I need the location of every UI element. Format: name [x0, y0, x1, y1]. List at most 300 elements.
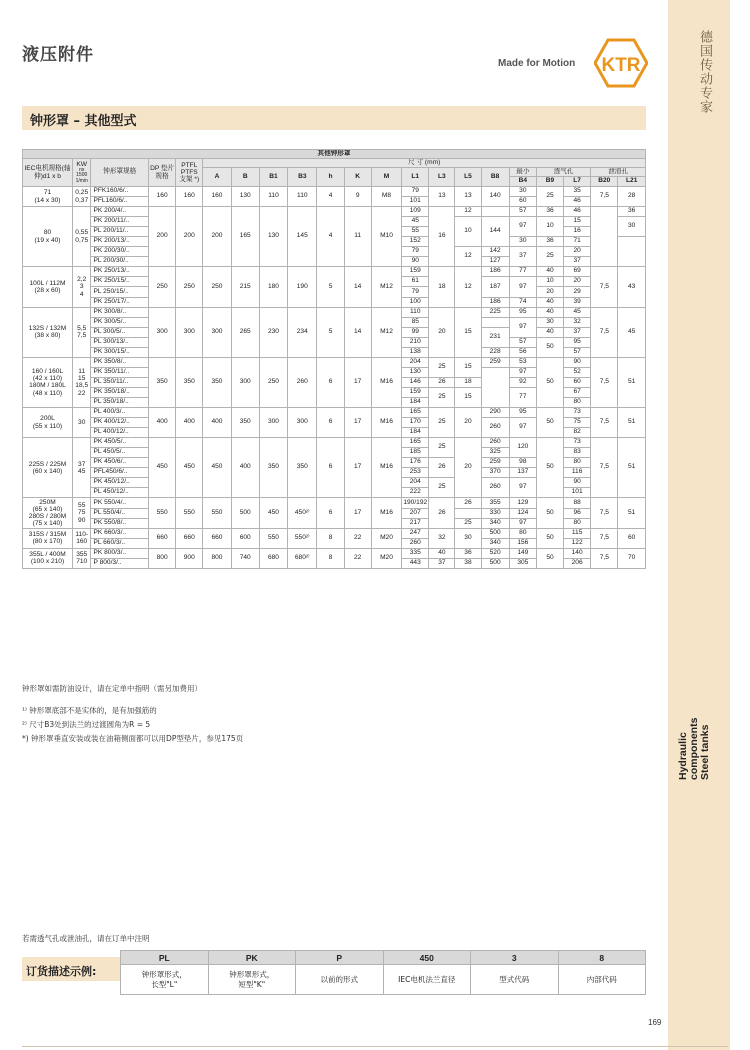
cell-kw: 0,25 0,37 — [72, 187, 90, 207]
cell-L7: 90 — [564, 478, 591, 488]
cell-ptfl: 900 — [176, 548, 203, 568]
cell-L5: 20 — [455, 408, 481, 438]
cell-L3: 20 — [429, 307, 455, 357]
cell-B8: 370 — [481, 468, 509, 478]
cell-model: PK 200/30/.. — [91, 247, 149, 257]
tagline: Made for Motion — [498, 58, 576, 69]
cell-B4: 97 — [509, 418, 536, 438]
cell-L7: 60 — [564, 377, 591, 387]
section-title: 钟形罩 – 其他型式 — [30, 114, 137, 129]
cell-L7: 69 — [564, 267, 591, 277]
cell-B1: 350 — [259, 438, 287, 498]
cell-kw: 30 — [72, 408, 90, 438]
cell-L1: 85 — [402, 317, 429, 327]
cell-B4: 97 — [509, 277, 536, 297]
cell-L1: 170 — [402, 418, 429, 428]
cell-B4: 30 — [509, 237, 536, 247]
col-L3: L3 — [429, 168, 455, 187]
note-dp-spacer: *) 钟形罩垂直安装或装在油箱侧面都可以用DP型垫片，参见175页 — [22, 734, 244, 743]
cell-model: PK 200/11/.. — [91, 217, 149, 227]
cell-K: 17 — [344, 408, 371, 438]
col-L1: L1 — [402, 168, 429, 187]
order-note: 若需透气孔或泄油孔，请在订单中注明 — [22, 934, 150, 943]
cell-B9: 50 — [536, 528, 563, 548]
cell-A: 450 — [203, 438, 231, 498]
cell-ptfl: 300 — [176, 307, 203, 357]
side-slogan: 德国传动专家 — [697, 30, 712, 114]
order-code: PL — [121, 951, 209, 965]
cell-model: PL 660/3/.. — [91, 538, 149, 548]
ktr-logo-icon — [594, 38, 648, 88]
cell-kw: 5,5 7,5 — [72, 307, 90, 357]
cell-B8: 187 — [481, 277, 509, 297]
cell-A: 160 — [203, 187, 231, 207]
side-category-line: Hydraulic — [677, 732, 689, 780]
cell-B9: 10 — [536, 217, 563, 237]
cell-model: PK 450/5/.. — [91, 438, 149, 448]
cell-model: PL 300/13/.. — [91, 337, 149, 347]
spec-row — [23, 438, 646, 448]
cell-iec: 100L / 112M (28 x 60) — [23, 267, 73, 307]
cell-B1: 680 — [259, 548, 287, 568]
bottom-rule — [22, 1046, 728, 1047]
col-B1: B1 — [259, 168, 287, 187]
cell-B3: 110 — [288, 187, 317, 207]
cell-L1: 165 — [402, 438, 429, 448]
cell-L7: 46 — [564, 197, 591, 207]
cell-L1: 90 — [402, 257, 429, 267]
cell-L1: 204 — [402, 357, 429, 367]
col-L7: L7 — [564, 177, 591, 187]
cell-B4: 97 — [509, 478, 536, 498]
cell-B1: 110 — [259, 187, 287, 207]
cell-L7: 95 — [564, 337, 591, 347]
cell-B9: 36 — [536, 207, 563, 217]
order-code: 8 — [558, 951, 646, 965]
spec-row — [23, 307, 646, 317]
cell-L5: 20 — [455, 438, 481, 498]
cell-B4: 37 — [509, 247, 536, 267]
cell-model: PL 550/4/.. — [91, 508, 149, 518]
cell-dp: 400 — [149, 408, 176, 438]
cell-model: PL 400/12/.. — [91, 428, 149, 438]
cell-iec: 132S / 132M (38 x 80) — [23, 307, 73, 357]
cell-B8 — [481, 367, 509, 407]
cell-L5: 30 — [455, 528, 481, 548]
col-L5: L5 — [455, 168, 481, 187]
cell-model: PK 350/11/.. — [91, 367, 149, 377]
cell-K: 17 — [344, 438, 371, 498]
cell-B8: 325 — [481, 448, 509, 458]
cell-ptfl: 550 — [176, 498, 203, 528]
cell-B9: 30 — [536, 317, 563, 327]
col-dp: DP 垫片规格 — [149, 159, 176, 187]
cell-M: M10 — [371, 207, 401, 267]
spec-row — [23, 498, 646, 508]
cell-A: 550 — [203, 498, 231, 528]
cell-L5: 38 — [455, 558, 481, 568]
col-vent: 透气孔 — [536, 168, 590, 177]
col-kw-note: ns 1500 1/min — [75, 166, 88, 184]
side-category — [678, 690, 722, 780]
cell-L1: 159 — [402, 387, 429, 397]
col-B4-min: 最小 — [509, 168, 536, 177]
cell-B1: 300 — [259, 408, 287, 438]
cell-B1: 250 — [259, 357, 287, 407]
cell-L5: 13 — [455, 187, 481, 207]
cell-B20: 7,5 — [591, 548, 618, 568]
cell-L1: 176 — [402, 458, 429, 468]
cell-L7: 80 — [564, 458, 591, 468]
cell-L7: 96 — [564, 508, 591, 518]
cell-M: M12 — [371, 267, 401, 307]
cell-L7: 90 — [564, 357, 591, 367]
size-unit: (mm) — [424, 158, 441, 166]
cell-iec: 225S / 225M (60 x 140) — [23, 438, 73, 498]
cell-h: 6 — [317, 357, 344, 407]
cell-model: PL 200/11/.. — [91, 227, 149, 237]
col-B8: B8 — [481, 168, 509, 187]
cell-L1: 185 — [402, 448, 429, 458]
cell-B8 — [481, 207, 509, 217]
cell-L21: 30 — [618, 217, 646, 237]
cell-h: 6 — [317, 438, 344, 498]
cell-B4: 56 — [509, 347, 536, 357]
cell-B4: 57 — [509, 207, 536, 217]
cell-B3: 234 — [288, 307, 317, 357]
cell-model: PL 350/11/.. — [91, 377, 149, 387]
order-code: 450 — [383, 951, 471, 965]
cell-model: PK 250/13/.. — [91, 267, 149, 277]
cell-B4: 95 — [509, 408, 536, 418]
cell-iec: 200L (55 x 110) — [23, 408, 73, 438]
cell-L3: 32 — [429, 528, 455, 548]
cell-B4: 124 — [509, 508, 536, 518]
cell-L3: 13 — [429, 187, 455, 207]
cell-kw: 37 45 — [72, 438, 90, 498]
cell-B: 400 — [231, 438, 259, 498]
cell-L7: 57 — [564, 347, 591, 357]
cell-B: 500 — [231, 498, 259, 528]
note-oil-proof: 钟形罩如需防油设计，请在定单中指明（需另加费用） — [22, 684, 202, 693]
cell-L21 — [618, 237, 646, 267]
cell-L7: 88 — [564, 498, 591, 508]
cell-L1: 204 — [402, 478, 429, 488]
cell-model: PK 300/15/.. — [91, 347, 149, 357]
order-desc: 钟形罩形式， 长型"L" — [121, 965, 209, 995]
cell-K: 17 — [344, 498, 371, 528]
cell-B20: 7,5 — [591, 357, 618, 407]
cell-L3: 25 — [429, 357, 455, 377]
cell-L1: 207 — [402, 508, 429, 518]
cell-dp: 660 — [149, 528, 176, 548]
cell-B8: 355 — [481, 498, 509, 508]
cell-L7: 71 — [564, 237, 591, 247]
col-B3: B3 — [288, 168, 317, 187]
cell-B9: 50 — [536, 498, 563, 528]
cell-B4: 92 — [509, 377, 536, 387]
cell-iec: 355L / 400M (100 x 210) — [23, 548, 73, 568]
cell-B20: 7,5 — [591, 498, 618, 528]
cell-B4: 77 — [509, 267, 536, 277]
cell-kw: 55 75 90 — [72, 498, 90, 528]
cell-B8: 259 — [481, 357, 509, 367]
size-header — [203, 159, 646, 168]
cell-B8: 260 — [481, 438, 509, 448]
cell-model: PL 250/15/.. — [91, 287, 149, 297]
cell-K: 14 — [344, 267, 371, 307]
cell-B: 600 — [231, 528, 259, 548]
cell-L1: 61 — [402, 277, 429, 287]
cell-K: 9 — [344, 187, 371, 207]
cell-B3: 550²⁾ — [288, 528, 317, 548]
cell-L3: 25 — [429, 387, 455, 407]
cell-model: PK 300/5/.. — [91, 317, 149, 327]
cell-L21: 28 — [618, 187, 646, 207]
cell-L1: 110 — [402, 307, 429, 317]
cell-L1: 260 — [402, 538, 429, 548]
spec-row — [23, 207, 646, 217]
cell-B8: 231 — [481, 327, 509, 347]
order-desc: 钟形罩形式， 短型"K" — [208, 965, 296, 995]
cell-model: PK 200/4/.. — [91, 207, 149, 217]
order-desc: 内部代码 — [558, 965, 646, 995]
cell-L1: 100 — [402, 297, 429, 307]
cell-B9: 40 — [536, 267, 563, 277]
cell-B4: 77 — [509, 387, 536, 407]
cell-B9: 25 — [536, 187, 563, 207]
cell-model: PK 250/17/.. — [91, 297, 149, 307]
cell-L7: 45 — [564, 307, 591, 317]
cell-L1: 190/192 — [402, 498, 429, 508]
cell-B4: 97 — [509, 367, 536, 377]
cell-L5: 12 — [455, 267, 481, 307]
col-A: A — [203, 168, 231, 187]
cell-kw: 2,2 3 4 — [72, 267, 90, 307]
spec-row — [23, 267, 646, 277]
cell-L1: 159 — [402, 267, 429, 277]
cell-L3: 25 — [429, 408, 455, 438]
cell-B3: 190 — [288, 267, 317, 307]
cell-model: PK 350/8/.. — [91, 357, 149, 367]
cell-dp: 450 — [149, 438, 176, 498]
cell-L1: 184 — [402, 428, 429, 438]
cell-model: PFK160/6/.. — [91, 187, 149, 197]
spec-table-body — [23, 187, 646, 569]
cell-B4: 129 — [509, 498, 536, 508]
spec-table — [22, 149, 646, 569]
cell-B8: 259 — [481, 458, 509, 468]
cell-B1: 130 — [259, 207, 287, 267]
cell-L7: 20 — [564, 247, 591, 257]
col-drain: 泄油孔 — [591, 168, 646, 177]
cell-B: 215 — [231, 267, 259, 307]
cell-M: M16 — [371, 498, 401, 528]
cell-L1: 443 — [402, 558, 429, 568]
cell-model: PL 200/30/.. — [91, 257, 149, 267]
cell-dp: 300 — [149, 307, 176, 357]
brand-text: KTR — [601, 55, 641, 76]
cell-B4: 120 — [509, 438, 536, 458]
col-kw — [72, 159, 90, 187]
cell-model: PK 300/8/.. — [91, 307, 149, 317]
cell-B20: 7,5 — [591, 307, 618, 357]
cell-B3: 680²⁾ — [288, 548, 317, 568]
cell-ptfl: 350 — [176, 357, 203, 407]
cell-B3: 450²⁾ — [288, 498, 317, 528]
cell-dp: 160 — [149, 187, 176, 207]
cell-L7: 82 — [564, 428, 591, 438]
cell-L7: 37 — [564, 327, 591, 337]
cell-B3: 145 — [288, 207, 317, 267]
cell-B9: 40 — [536, 327, 563, 337]
cell-h: 5 — [317, 267, 344, 307]
cell-B8: 340 — [481, 538, 509, 548]
cell-B9: 10 — [536, 277, 563, 287]
cell-L1: 152 — [402, 237, 429, 247]
side-bar — [668, 0, 730, 1050]
cell-L7: 80 — [564, 518, 591, 528]
cell-B4: 60 — [509, 197, 536, 207]
cell-M: M12 — [371, 307, 401, 357]
cell-B4: 156 — [509, 538, 536, 548]
cell-A: 250 — [203, 267, 231, 307]
cell-L21: 45 — [618, 307, 646, 357]
cell-B8: 225 — [481, 307, 509, 317]
cell-L1: 165 — [402, 408, 429, 418]
cell-model: PK 250/15/.. — [91, 277, 149, 287]
cell-ptfl: 400 — [176, 408, 203, 438]
cell-L3: 25 — [429, 438, 455, 458]
cell-L21: 36 — [618, 207, 646, 217]
cell-L1: 210 — [402, 337, 429, 347]
cell-h: 8 — [317, 528, 344, 548]
col-iec: IEC电机规格(轴伸)d1 x b — [23, 159, 73, 187]
cell-B8: 290 — [481, 408, 509, 418]
cell-B1: 230 — [259, 307, 287, 357]
cell-L1: 146 — [402, 377, 429, 387]
cell-B8: 260 — [481, 478, 509, 498]
order-code: P — [296, 951, 384, 965]
cell-L21: 51 — [618, 408, 646, 438]
cell-L1: 247 — [402, 528, 429, 538]
cell-kw: 11 15 18,5 22 — [72, 357, 90, 407]
cell-B8: 144 — [481, 217, 509, 247]
cell-L7: 115 — [564, 528, 591, 538]
col-B9: B9 — [536, 177, 563, 187]
cell-L3: 26 — [429, 377, 455, 387]
cell-L5: 12 — [455, 207, 481, 217]
cell-B9: 40 — [536, 307, 563, 317]
cell-model: PK 660/3/.. — [91, 528, 149, 538]
cell-L21: 70 — [618, 548, 646, 568]
cell-B: 165 — [231, 207, 259, 267]
cell-L7: 32 — [564, 317, 591, 327]
cell-L7: 39 — [564, 297, 591, 307]
cell-K: 17 — [344, 357, 371, 407]
cell-L21: 60 — [618, 528, 646, 548]
cell-L21: 43 — [618, 267, 646, 307]
cell-B1: 550 — [259, 528, 287, 548]
cell-model: PK 450/12/.. — [91, 478, 149, 488]
cell-M: M20 — [371, 528, 401, 548]
cell-B4: 97 — [509, 518, 536, 528]
cell-L1: 109 — [402, 207, 429, 217]
cell-B4: 98 — [509, 458, 536, 468]
cell-B8: 500 — [481, 528, 509, 538]
cell-ptfl: 250 — [176, 267, 203, 307]
cell-B4: 95 — [509, 307, 536, 317]
order-code: PK — [208, 951, 296, 965]
cell-L7: 73 — [564, 408, 591, 418]
cell-M: M16 — [371, 357, 401, 407]
cell-L21: 51 — [618, 357, 646, 407]
cell-B4: 53 — [509, 357, 536, 367]
cell-L7: 37 — [564, 257, 591, 267]
cell-B3: 350 — [288, 438, 317, 498]
cell-A: 400 — [203, 408, 231, 438]
cell-B3: 300 — [288, 408, 317, 438]
cell-iec: 71 (14 x 30) — [23, 187, 73, 207]
cell-K: 22 — [344, 528, 371, 548]
cell-L3: 26 — [429, 458, 455, 478]
cell-B20: 7,5 — [591, 267, 618, 307]
col-B20: B20 — [591, 177, 618, 187]
cell-B8: 340 — [481, 518, 509, 528]
cell-L1: 79 — [402, 247, 429, 257]
cell-B4: 97 — [509, 217, 536, 237]
cell-A: 300 — [203, 307, 231, 357]
cell-L3: 37 — [429, 558, 455, 568]
cell-model: PL 450/5/.. — [91, 448, 149, 458]
cell-model: PL 350/18/.. — [91, 397, 149, 407]
cell-B20: 7,5 — [591, 187, 618, 207]
cell-L7: 116 — [564, 468, 591, 478]
cell-L7: 35 — [564, 187, 591, 197]
cell-L7: 75 — [564, 418, 591, 428]
cell-B8: 140 — [481, 187, 509, 207]
cell-L5: 12 — [455, 247, 481, 267]
note-ribbed-bottom: ¹⁾ 钟形罩底部不是实体的，是有加强筋的 — [22, 706, 157, 715]
spec-row — [23, 187, 646, 197]
cell-B9: 50 — [536, 438, 563, 498]
cell-dp: 200 — [149, 207, 176, 267]
cell-dp: 550 — [149, 498, 176, 528]
cell-B4: 57 — [509, 337, 536, 347]
cell-B4: 305 — [509, 558, 536, 568]
cell-M: M8 — [371, 187, 401, 207]
cell-h: 5 — [317, 307, 344, 357]
cell-iec: 80 (19 x 40) — [23, 207, 73, 267]
cell-B: 740 — [231, 548, 259, 568]
cell-L21: 51 — [618, 498, 646, 528]
spec-row — [23, 408, 646, 418]
cell-B20: 7,5 — [591, 438, 618, 498]
cell-model: PL 300/5/.. — [91, 327, 149, 337]
cell-M: M16 — [371, 408, 401, 438]
cell-dp: 250 — [149, 267, 176, 307]
cell-B8: 142 — [481, 247, 509, 257]
col-M: M — [371, 168, 401, 187]
cell-B: 350 — [231, 408, 259, 438]
col-B4: B4 — [509, 177, 536, 187]
col-h: h — [317, 168, 344, 187]
cell-M: M16 — [371, 438, 401, 498]
cell-B9: 50 — [536, 548, 563, 568]
cell-L7: 46 — [564, 207, 591, 217]
cell-kw: 110- 160 — [72, 528, 90, 548]
cell-model: P 800/3/.. — [91, 558, 149, 568]
